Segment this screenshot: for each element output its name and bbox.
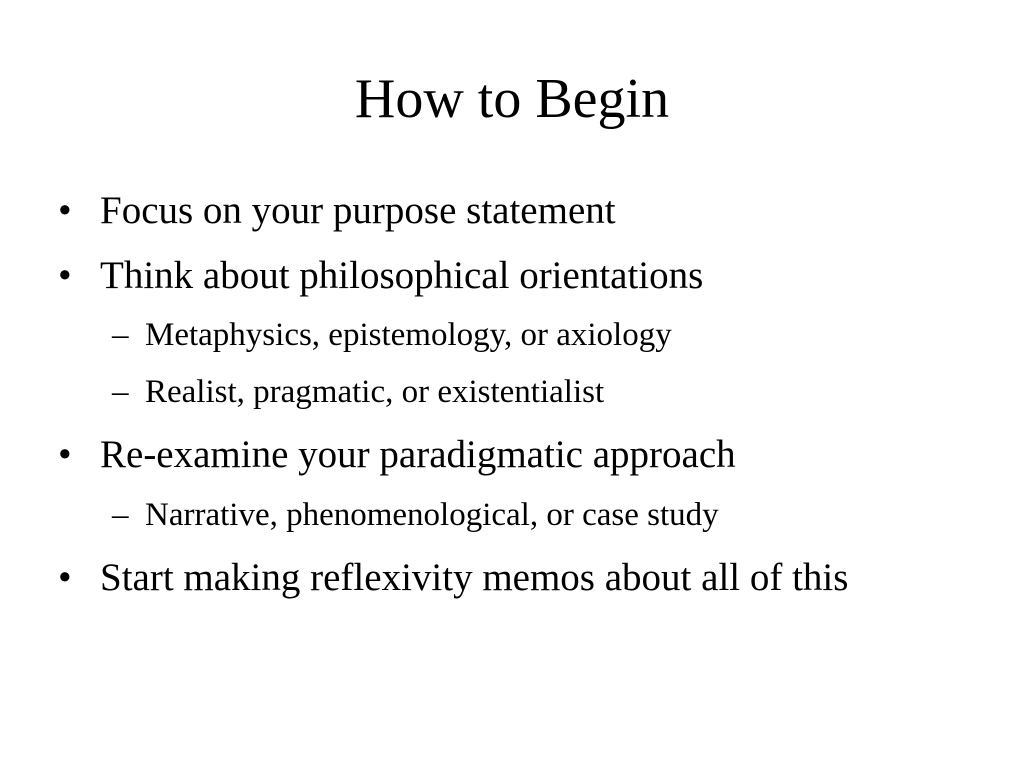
slide-title: How to Begin: [354, 68, 670, 130]
bullet-list: [0, 188, 1024, 601]
sub-bullet-item: [0, 495, 1024, 535]
bullet-marker: •: [58, 189, 72, 232]
sub-bullet-text: Narrative, phenomenological, or case study: [145, 497, 719, 533]
sub-bullet-text: Realist, pragmatic, or existentialist: [145, 374, 605, 410]
bullet-item: [0, 253, 1024, 299]
bullet-marker: •: [58, 556, 72, 599]
sub-bullet-marker: –: [112, 374, 129, 410]
sub-bullet-item: [0, 372, 1024, 412]
bullet-text: Focus on your purpose statement: [100, 189, 616, 232]
bullet-text: Re-examine your paradigmatic approach: [100, 433, 736, 476]
sub-bullet-item: [0, 315, 1024, 355]
bullet-item: [0, 432, 1024, 478]
sub-bullet-marker: –: [112, 317, 129, 353]
bullet-marker: •: [58, 433, 72, 476]
bullet-text: Think about philosophical orientations: [100, 254, 704, 297]
bullet-marker: •: [58, 254, 72, 297]
bullet-text: Start making reflexivity memos about all of this: [100, 556, 849, 599]
sub-bullet-marker: –: [112, 497, 129, 533]
sub-bullet-text: Metaphysics, epistemology, or axiology: [145, 317, 672, 353]
bullet-item: [0, 555, 1024, 601]
bullet-item: [0, 188, 1024, 234]
